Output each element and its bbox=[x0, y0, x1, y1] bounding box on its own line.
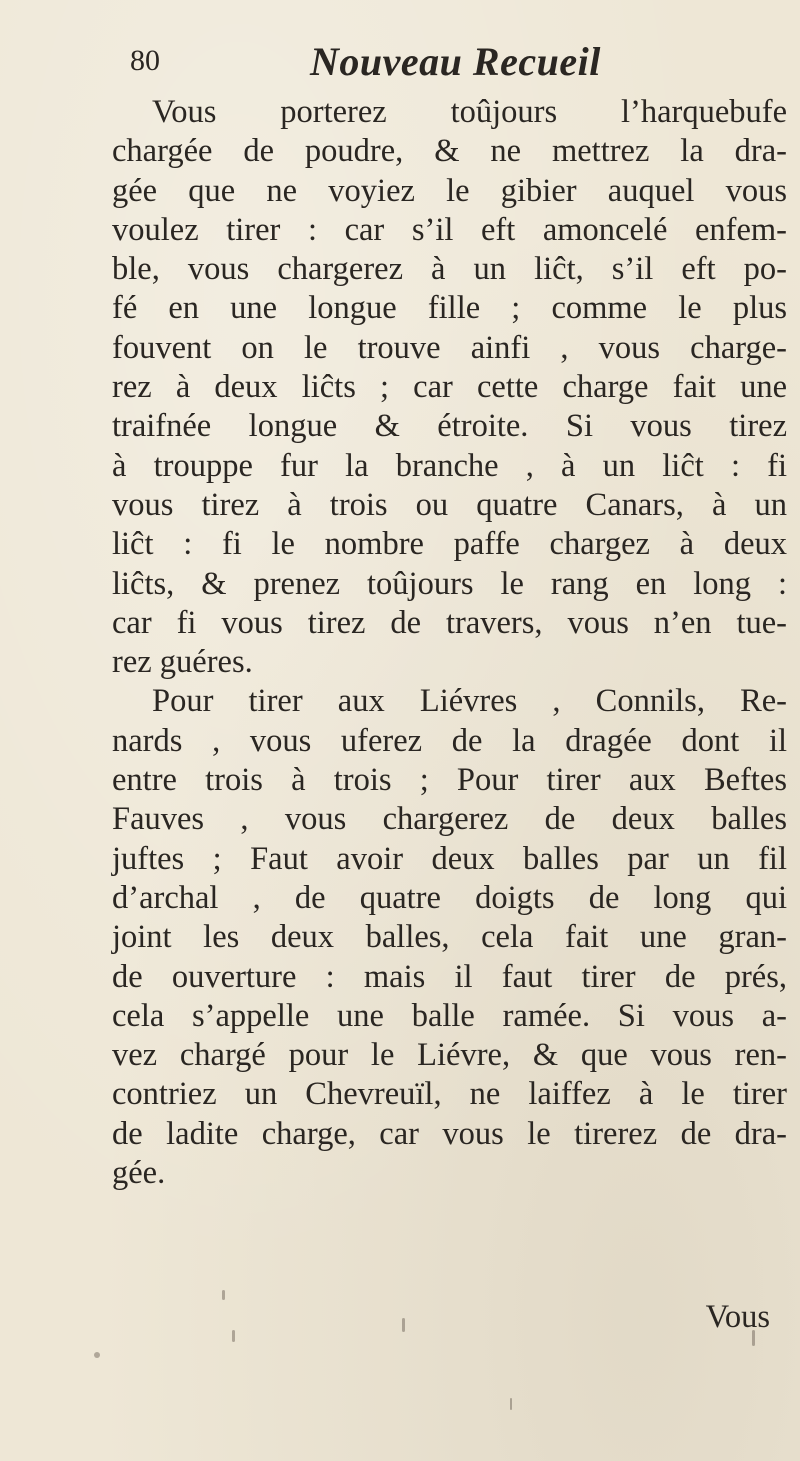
text-line: de ladite charge, car vous le tirerez de dra- bbox=[112, 1115, 787, 1152]
text-line: contriez un Chevreuïl, ne laiffez à le tirer bbox=[112, 1076, 787, 1113]
text-line: joint les deux balles, cela fait une gran- bbox=[112, 919, 787, 956]
text-line: liĉts, & prenez toûjours le rang en long : bbox=[112, 565, 787, 602]
text-line: vous tirez à trois ou quatre Canars, à un bbox=[112, 486, 787, 523]
paper-speck bbox=[752, 1330, 755, 1346]
paper-speck bbox=[402, 1318, 405, 1332]
text-line: de ouverture : mais il faut tirer de prés, bbox=[112, 958, 787, 995]
text-line: gée que ne voyiez le gibier auquel vous bbox=[112, 172, 787, 209]
paper-speck bbox=[94, 1352, 100, 1358]
text-line: rez à deux liĉts ; car cette charge fait une bbox=[112, 369, 787, 406]
text-line: fouvent on le trouve ainfi , vous charge- bbox=[112, 329, 787, 366]
text-line: gée. bbox=[112, 1155, 166, 1192]
text-line: juftes ; Faut avoir deux balles par un fil bbox=[112, 840, 787, 877]
text-line: Pour tirer aux Liévres , Connils, Re- bbox=[152, 683, 787, 720]
text-line: cela s’appelle une balle ramée. Si vous a- bbox=[112, 997, 787, 1034]
text-line: à trouppe fur la branche , à un liĉt : fi bbox=[112, 447, 787, 484]
text-line: vez chargé pour le Liévre, & que vous ren- bbox=[112, 1037, 787, 1074]
text-line: Vous porterez toûjours l’harquebufe bbox=[152, 94, 787, 130]
text-line: car fi vous tirez de travers, vous n’en tue- bbox=[112, 604, 787, 641]
text-line: d’archal , de quatre doigts de long qui bbox=[112, 879, 787, 916]
paper-speck bbox=[222, 1290, 225, 1300]
page-number: 80 bbox=[130, 44, 160, 77]
text-line: Fauves , vous chargerez de deux balles bbox=[112, 801, 787, 838]
paper-speck bbox=[510, 1398, 512, 1410]
text-line: rez guéres. bbox=[112, 644, 253, 681]
running-title: Nouveau Recueil bbox=[310, 39, 601, 84]
text-line: fé en une longue fille ; comme le plus bbox=[112, 290, 787, 327]
paper-speck bbox=[232, 1330, 235, 1342]
text-line: liĉt : fi le nombre paffe chargez à deux bbox=[112, 526, 787, 563]
page-header bbox=[130, 38, 770, 98]
text-line: entre trois à trois ; Pour tirer aux Beftes bbox=[112, 762, 787, 799]
catchword: Vous bbox=[705, 1299, 770, 1335]
text-line: chargée de poudre, & ne mettrez la dra- bbox=[112, 133, 787, 170]
text-line: nards , vous uferez de la dragée dont il bbox=[112, 722, 787, 759]
text-line: traifnée longue & étroite. Si vous tirez bbox=[112, 408, 787, 445]
body-text bbox=[112, 93, 800, 1193]
text-line: voulez tirer : car s’il eft amoncelé enfem- bbox=[112, 211, 787, 248]
text-line: ble, vous chargerez à un liĉt, s’il eft po- bbox=[112, 251, 787, 288]
